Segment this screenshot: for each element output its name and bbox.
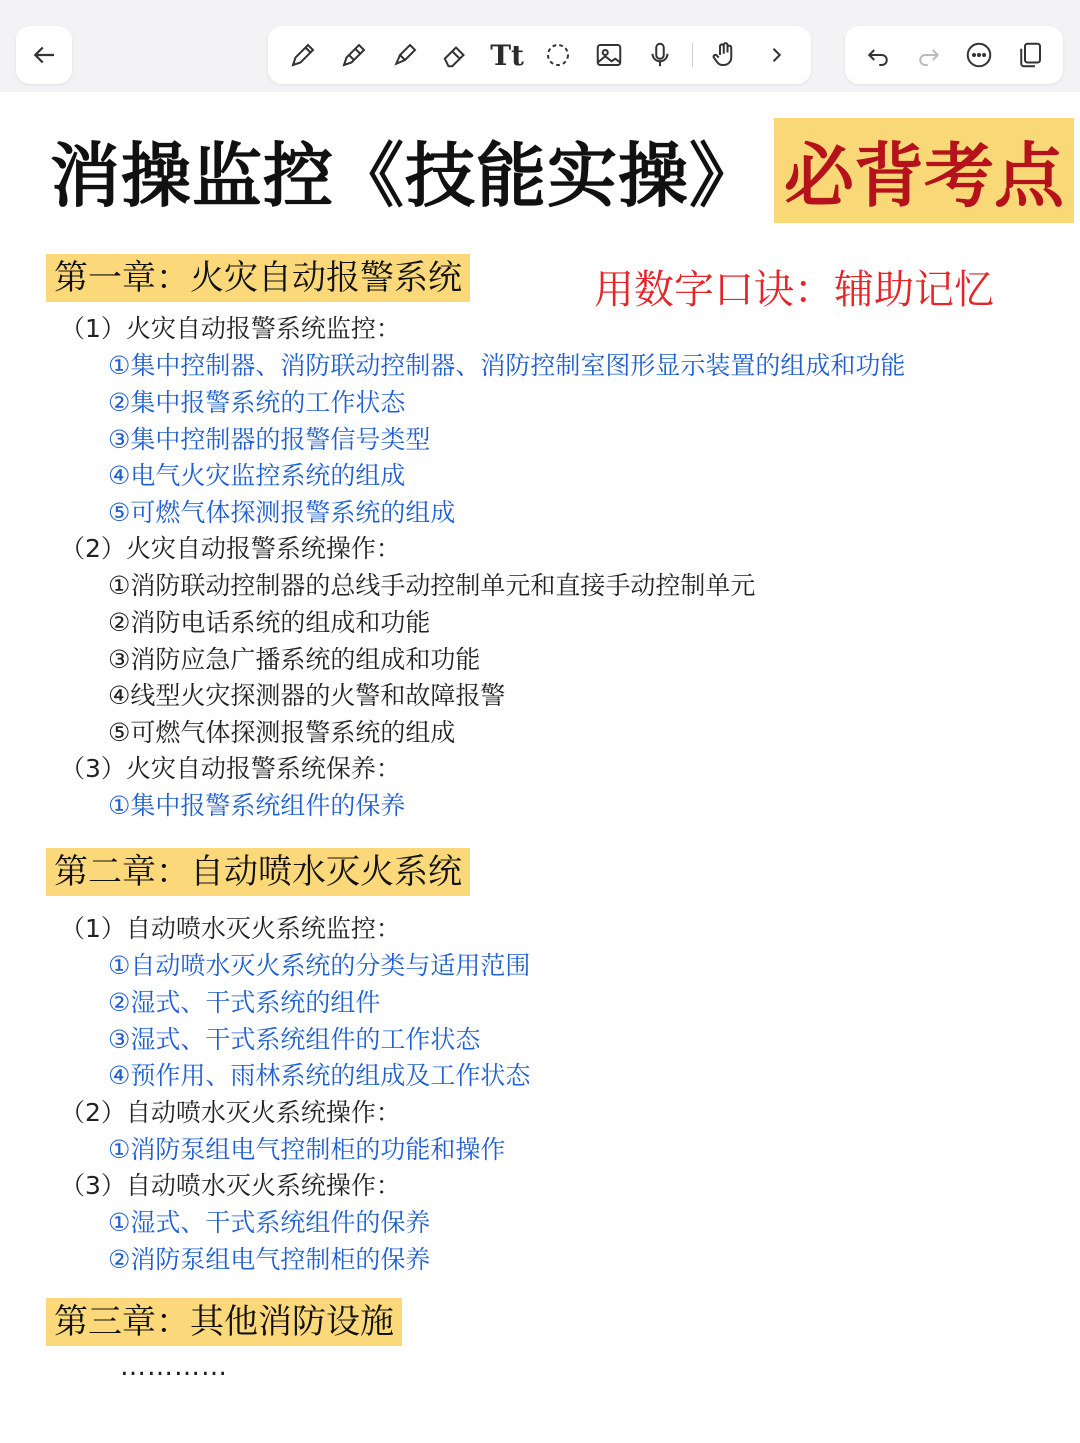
lasso-icon[interactable] bbox=[539, 36, 577, 74]
title-highlight: 必背考点 bbox=[774, 118, 1074, 223]
section-heading: （2）自动喷水灭火系统操作： bbox=[60, 1098, 401, 1127]
chapter-2-title: 第二章：自动喷水灭火系统 bbox=[46, 848, 470, 896]
list-item: ①自动喷水灭火系统的分类与适用范围 bbox=[108, 951, 531, 980]
more-icon[interactable] bbox=[960, 36, 998, 74]
list-item: ④预作用、雨林系统的组成及工作状态 bbox=[108, 1061, 531, 1090]
list-item: ③湿式、干式系统组件的工作状态 bbox=[108, 1025, 481, 1054]
section-heading: （2）火灾自动报警系统操作： bbox=[60, 534, 401, 563]
highlighter-icon[interactable] bbox=[386, 36, 424, 74]
top-toolbar bbox=[0, 0, 1080, 92]
chapter-3-title: 第三章：其他消防设施 bbox=[46, 1298, 402, 1346]
pages-icon[interactable] bbox=[1011, 36, 1049, 74]
section-heading: （1）自动喷水灭火系统监控： bbox=[60, 914, 401, 943]
title-main: 消操监控《技能实操》 bbox=[50, 134, 760, 217]
image-icon[interactable] bbox=[590, 36, 628, 74]
pencil-icon[interactable] bbox=[335, 36, 373, 74]
list-item: ①消防泵组电气控制柜的功能和操作 bbox=[108, 1135, 506, 1164]
list-item: ①消防联动控制器的总线手动控制单元和直接手动控制单元 bbox=[108, 571, 756, 600]
list-item: ②湿式、干式系统的组件 bbox=[108, 988, 381, 1017]
mnemonic-note: 用数字口诀：辅助记忆 bbox=[594, 267, 994, 313]
list-item: ③集中控制器的报警信号类型 bbox=[108, 425, 431, 454]
action-tools bbox=[845, 26, 1063, 84]
microphone-icon[interactable] bbox=[641, 36, 679, 74]
list-item: ②消防泵组电气控制柜的保养 bbox=[108, 1245, 431, 1274]
list-item: ①湿式、干式系统组件的保养 bbox=[108, 1208, 431, 1237]
section-heading: （1）火灾自动报警系统监控： bbox=[60, 314, 401, 343]
eraser-icon[interactable] bbox=[437, 36, 475, 74]
pen-icon[interactable] bbox=[284, 36, 322, 74]
text-icon[interactable]: Tt bbox=[490, 38, 524, 72]
undo-icon[interactable] bbox=[859, 36, 897, 74]
back-button[interactable] bbox=[16, 26, 72, 84]
list-item: ③消防应急广播系统的组成和功能 bbox=[108, 645, 481, 674]
hand-icon[interactable] bbox=[706, 36, 744, 74]
page-title bbox=[50, 120, 1074, 220]
list-item: ②集中报警系统的工作状态 bbox=[108, 388, 406, 417]
list-item: ④电气火灾监控系统的组成 bbox=[108, 461, 406, 490]
back-arrow-icon bbox=[25, 36, 63, 74]
list-item: ⑤可燃气体探测报警系统的组成 bbox=[108, 498, 456, 527]
redo-icon[interactable] bbox=[910, 36, 948, 74]
ellipsis: ………… bbox=[120, 1352, 228, 1382]
list-item: ①集中报警系统组件的保养 bbox=[108, 791, 406, 820]
section-heading: （3）火灾自动报警系统保养： bbox=[60, 754, 401, 783]
section-heading: （3）自动喷水灭火系统操作： bbox=[60, 1171, 401, 1200]
list-item: ④线型火灾探测器的火警和故障报警 bbox=[108, 681, 506, 710]
list-item: ⑤可燃气体探测报警系统的组成 bbox=[108, 718, 456, 747]
chapter-1-title: 第一章：火灾自动报警系统 bbox=[46, 254, 470, 302]
list-item: ①集中控制器、消防联动控制器、消防控制室图形显示装置的组成和功能 bbox=[108, 351, 906, 380]
chevron-right-icon[interactable] bbox=[757, 36, 795, 74]
drawing-tools bbox=[268, 26, 811, 84]
toolbar-divider bbox=[692, 43, 693, 67]
list-item: ②消防电话系统的组成和功能 bbox=[108, 608, 431, 637]
